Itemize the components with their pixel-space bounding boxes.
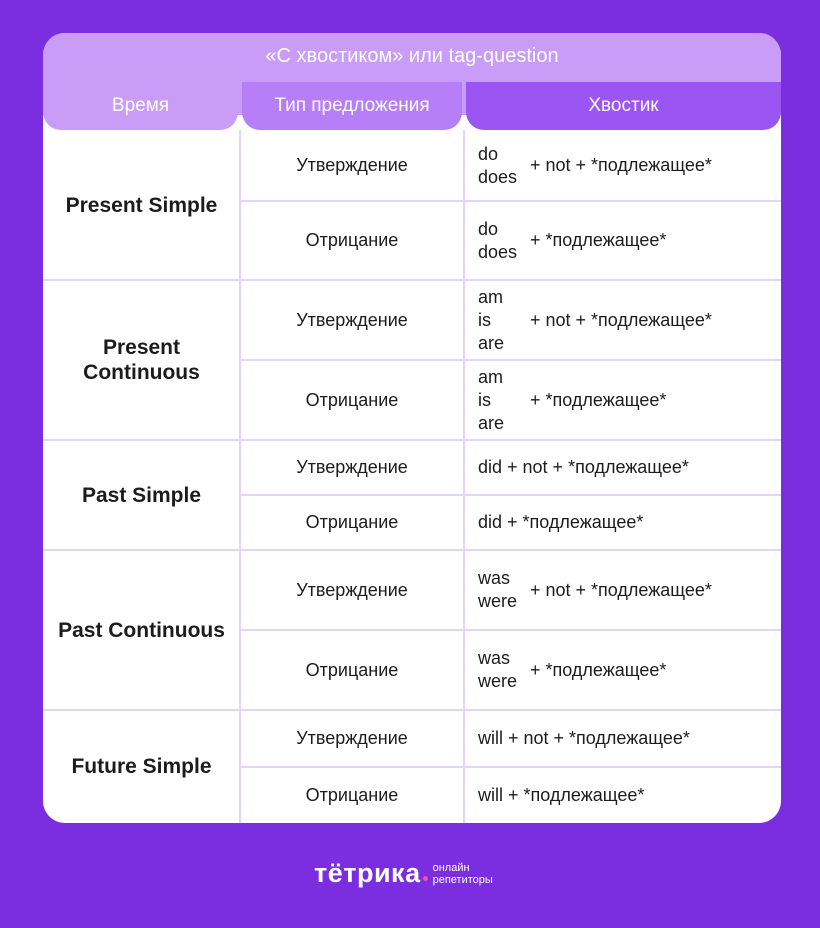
auxiliary-form: am <box>478 286 504 307</box>
auxiliary-form: do <box>478 143 499 164</box>
auxiliary-form: was <box>478 568 511 588</box>
time-cell: Past Simple <box>81 483 202 507</box>
auxiliary-form: was <box>478 648 511 668</box>
logo-tagline-line2: репетиторы <box>432 873 493 886</box>
tag-rest: + not + *подлежащее* <box>530 579 712 600</box>
auxiliary-form: are <box>478 332 505 353</box>
header-tail: Хвостик <box>466 82 781 130</box>
auxiliary-forms <box>464 286 530 355</box>
tag-cell <box>464 550 781 630</box>
logo-tagline-line1: онлайн <box>432 861 470 874</box>
logo-dot-icon <box>423 876 428 881</box>
table-title: «С хвостиком» или tag-question <box>265 45 559 67</box>
sentence-type-cell: Отрицание <box>305 784 399 805</box>
auxiliary-form: is <box>478 389 491 410</box>
time-cell: Present Continuous <box>83 336 200 384</box>
auxiliary-form: were <box>478 671 518 691</box>
tag-rest: + *подлежащее* <box>530 389 667 410</box>
tag-cell <box>464 280 781 360</box>
header-time: Время <box>43 82 238 130</box>
tag-rest: + *подлежащее* <box>530 659 667 680</box>
tag-cell <box>464 201 781 280</box>
tag-text: will + *подлежащее* <box>478 784 645 805</box>
tag-cell <box>464 630 781 710</box>
sentence-type-cell: Утверждение <box>296 728 408 748</box>
sentence-type-cell: Отрицание <box>305 659 399 680</box>
sentence-type-cell: Утверждение <box>296 309 408 330</box>
brand-logo <box>314 858 493 889</box>
sentence-type-cell: Отрицание <box>305 512 399 532</box>
auxiliary-forms <box>464 567 530 613</box>
time-cell: Future Simple <box>71 755 212 778</box>
auxiliary-form: does <box>478 166 518 187</box>
tag-cell <box>464 440 781 495</box>
auxiliary-form: do <box>478 218 499 239</box>
time-cell: Past Continuous <box>58 618 225 642</box>
sentence-type-cell: Отрицание <box>305 230 399 250</box>
tag-rest: + *подлежащее* <box>530 230 667 250</box>
auxiliary-form: does <box>478 241 518 262</box>
time-cell: Present Simple <box>65 193 218 217</box>
auxiliary-form: am <box>478 366 504 387</box>
logo-word: тётрика <box>314 858 421 888</box>
auxiliary-forms <box>464 218 530 264</box>
sentence-type-cell: Отрицание <box>305 389 399 410</box>
tag-cell <box>464 360 781 440</box>
tag-rest: + not + *подлежащее* <box>530 155 712 175</box>
tag-rest: + not + *подлежащее* <box>530 309 712 330</box>
auxiliary-form: were <box>478 591 518 611</box>
tag-cell <box>464 495 781 550</box>
auxiliary-forms <box>464 647 530 693</box>
logo-tagline <box>433 862 493 886</box>
tag-cell <box>464 130 781 201</box>
tag-cell <box>464 767 781 823</box>
tag-text: will + not + *подлежащее* <box>478 728 690 748</box>
auxiliary-forms <box>464 366 530 435</box>
sentence-type-cell: Утверждение <box>296 457 408 477</box>
sentence-type-cell: Утверждение <box>296 155 408 175</box>
tag-cell <box>464 710 781 767</box>
tag-text: did + *подлежащее* <box>478 512 644 532</box>
auxiliary-forms <box>464 143 530 189</box>
auxiliary-form: is <box>478 309 491 330</box>
auxiliary-form: are <box>478 412 505 433</box>
tag-text: did + not + *подлежащее* <box>478 457 689 477</box>
table-card <box>43 33 781 823</box>
sentence-type-cell: Утверждение <box>296 579 408 600</box>
header-type: Тип предложения <box>242 82 462 130</box>
